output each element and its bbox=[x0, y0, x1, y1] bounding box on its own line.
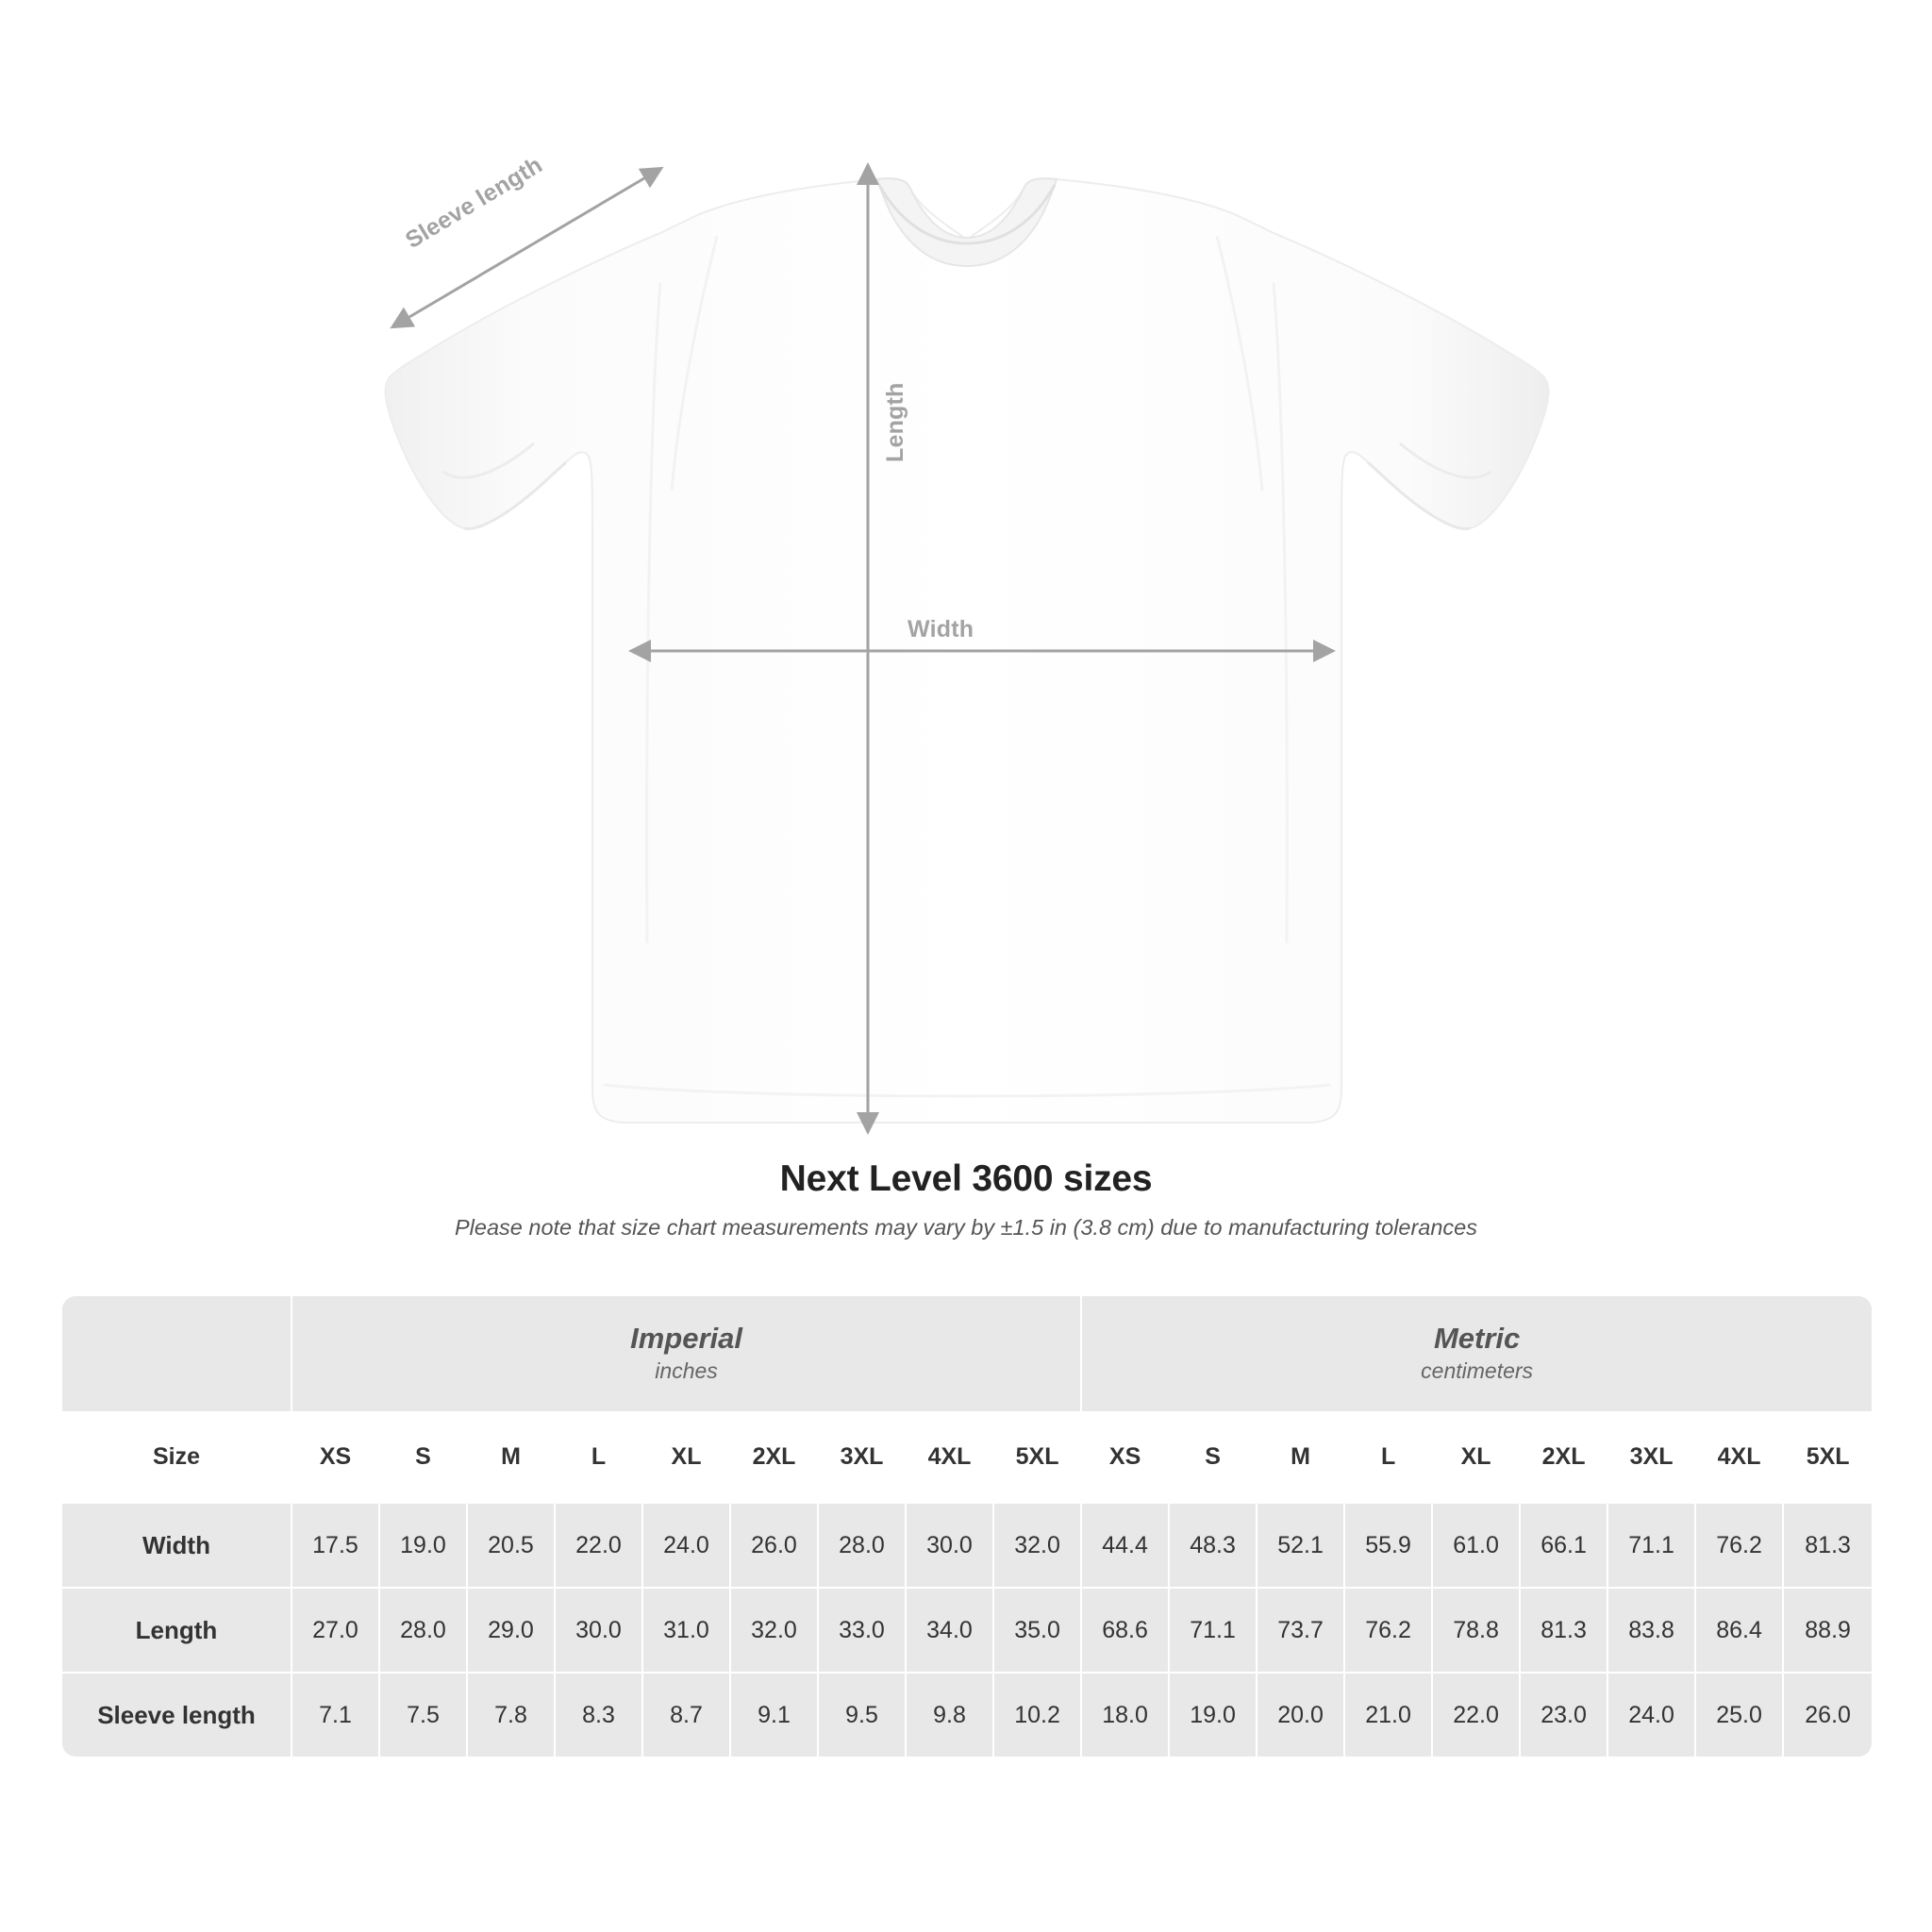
cell-length: 68.6 bbox=[1082, 1587, 1170, 1672]
cell-length: 35.0 bbox=[994, 1587, 1082, 1672]
unit-group-metric-sub: centimeters bbox=[1421, 1357, 1534, 1383]
unit-group-imperial-sub: inches bbox=[655, 1357, 718, 1383]
cell-width: 17.5 bbox=[292, 1502, 380, 1587]
cell-length: 83.8 bbox=[1608, 1587, 1696, 1672]
cell-width: 61.0 bbox=[1433, 1502, 1521, 1587]
column-header: 2XL bbox=[731, 1411, 819, 1502]
cell-sleeve-length: 23.0 bbox=[1521, 1672, 1608, 1757]
cell-width: 55.9 bbox=[1345, 1502, 1433, 1587]
unit-group-imperial-name: Imperial bbox=[630, 1322, 742, 1356]
cell-sleeve-length: 8.7 bbox=[643, 1672, 731, 1757]
title-block bbox=[0, 1158, 1932, 1241]
unit-header-row bbox=[62, 1296, 1872, 1411]
unit-group-metric bbox=[1082, 1296, 1872, 1411]
cell-width: 81.3 bbox=[1784, 1502, 1872, 1587]
row-label-width: Width bbox=[62, 1502, 292, 1587]
cell-sleeve-length: 9.5 bbox=[819, 1672, 907, 1757]
cell-width: 28.0 bbox=[819, 1502, 907, 1587]
cell-sleeve-length: 20.0 bbox=[1257, 1672, 1345, 1757]
page-title: Next Level 3600 sizes bbox=[779, 1158, 1153, 1199]
column-header: 4XL bbox=[907, 1411, 994, 1502]
cell-sleeve-length: 7.8 bbox=[468, 1672, 556, 1757]
cell-sleeve-length: 18.0 bbox=[1082, 1672, 1170, 1757]
cell-width: 24.0 bbox=[643, 1502, 731, 1587]
cell-sleeve-length: 25.0 bbox=[1696, 1672, 1784, 1757]
cell-width: 76.2 bbox=[1696, 1502, 1784, 1587]
cell-width: 48.3 bbox=[1170, 1502, 1257, 1587]
cell-length: 76.2 bbox=[1345, 1587, 1433, 1672]
cell-width: 19.0 bbox=[380, 1502, 468, 1587]
cell-width: 30.0 bbox=[907, 1502, 994, 1587]
cell-length: 30.0 bbox=[556, 1587, 643, 1672]
cell-sleeve-length: 21.0 bbox=[1345, 1672, 1433, 1757]
cell-length: 31.0 bbox=[643, 1587, 731, 1672]
cell-sleeve-length: 9.8 bbox=[907, 1672, 994, 1757]
tolerance-note: Please note that size chart measurements may vary by ±1.5 in (3.8 cm) due to manufacturing tolerances bbox=[455, 1215, 1477, 1240]
cell-sleeve-length: 8.3 bbox=[556, 1672, 643, 1757]
column-header: XS bbox=[1082, 1411, 1170, 1502]
column-header: XL bbox=[643, 1411, 731, 1502]
cell-sleeve-length: 7.5 bbox=[380, 1672, 468, 1757]
column-header: M bbox=[468, 1411, 556, 1502]
column-header: L bbox=[1345, 1411, 1433, 1502]
size-header-row bbox=[62, 1411, 1872, 1502]
cell-width: 32.0 bbox=[994, 1502, 1082, 1587]
sleeve-length-label: Sleeve length bbox=[401, 151, 547, 255]
unit-group-imperial bbox=[292, 1296, 1082, 1411]
column-header: XL bbox=[1433, 1411, 1521, 1502]
cell-sleeve-length: 9.1 bbox=[731, 1672, 819, 1757]
cell-length: 28.0 bbox=[380, 1587, 468, 1672]
cell-width: 44.4 bbox=[1082, 1502, 1170, 1587]
table-row bbox=[62, 1587, 1872, 1672]
cell-width: 66.1 bbox=[1521, 1502, 1608, 1587]
cell-length: 86.4 bbox=[1696, 1587, 1784, 1672]
cell-width: 26.0 bbox=[731, 1502, 819, 1587]
cell-sleeve-length: 22.0 bbox=[1433, 1672, 1521, 1757]
column-header: L bbox=[556, 1411, 643, 1502]
column-header: 5XL bbox=[1784, 1411, 1872, 1502]
cell-length: 88.9 bbox=[1784, 1587, 1872, 1672]
size-table bbox=[62, 1296, 1872, 1757]
cell-length: 71.1 bbox=[1170, 1587, 1257, 1672]
row-label-length: Length bbox=[62, 1587, 292, 1672]
table-row bbox=[62, 1502, 1872, 1587]
cell-sleeve-length: 26.0 bbox=[1784, 1672, 1872, 1757]
column-header: M bbox=[1257, 1411, 1345, 1502]
column-header: 3XL bbox=[1608, 1411, 1696, 1502]
width-label: Width bbox=[908, 616, 974, 642]
cell-width: 71.1 bbox=[1608, 1502, 1696, 1587]
row-label-sleeve-length: Sleeve length bbox=[62, 1672, 292, 1757]
cell-length: 33.0 bbox=[819, 1587, 907, 1672]
unit-group-metric-name: Metric bbox=[1433, 1322, 1521, 1356]
cell-length: 78.8 bbox=[1433, 1587, 1521, 1672]
column-header: S bbox=[1170, 1411, 1257, 1502]
cell-sleeve-length: 19.0 bbox=[1170, 1672, 1257, 1757]
column-header: 2XL bbox=[1521, 1411, 1608, 1502]
size-table-wrapper bbox=[62, 1296, 1870, 1757]
cell-sleeve-length: 10.2 bbox=[994, 1672, 1082, 1757]
column-header: 4XL bbox=[1696, 1411, 1784, 1502]
table-row bbox=[62, 1672, 1872, 1757]
cell-width: 22.0 bbox=[556, 1502, 643, 1587]
cell-sleeve-length: 7.1 bbox=[292, 1672, 380, 1757]
cell-length: 32.0 bbox=[731, 1587, 819, 1672]
cell-sleeve-length: 24.0 bbox=[1608, 1672, 1696, 1757]
length-label: Length bbox=[882, 382, 908, 462]
column-header: XS bbox=[292, 1411, 380, 1502]
cell-length: 81.3 bbox=[1521, 1587, 1608, 1672]
cell-length: 27.0 bbox=[292, 1587, 380, 1672]
cell-length: 34.0 bbox=[907, 1587, 994, 1672]
size-header-label: Size bbox=[62, 1411, 292, 1502]
cell-width: 52.1 bbox=[1257, 1502, 1345, 1587]
column-header: 3XL bbox=[819, 1411, 907, 1502]
column-header: S bbox=[380, 1411, 468, 1502]
column-header: 5XL bbox=[994, 1411, 1082, 1502]
cell-length: 73.7 bbox=[1257, 1587, 1345, 1672]
cell-length: 29.0 bbox=[468, 1587, 556, 1672]
unit-corner-cell bbox=[62, 1296, 292, 1411]
cell-width: 20.5 bbox=[468, 1502, 556, 1587]
